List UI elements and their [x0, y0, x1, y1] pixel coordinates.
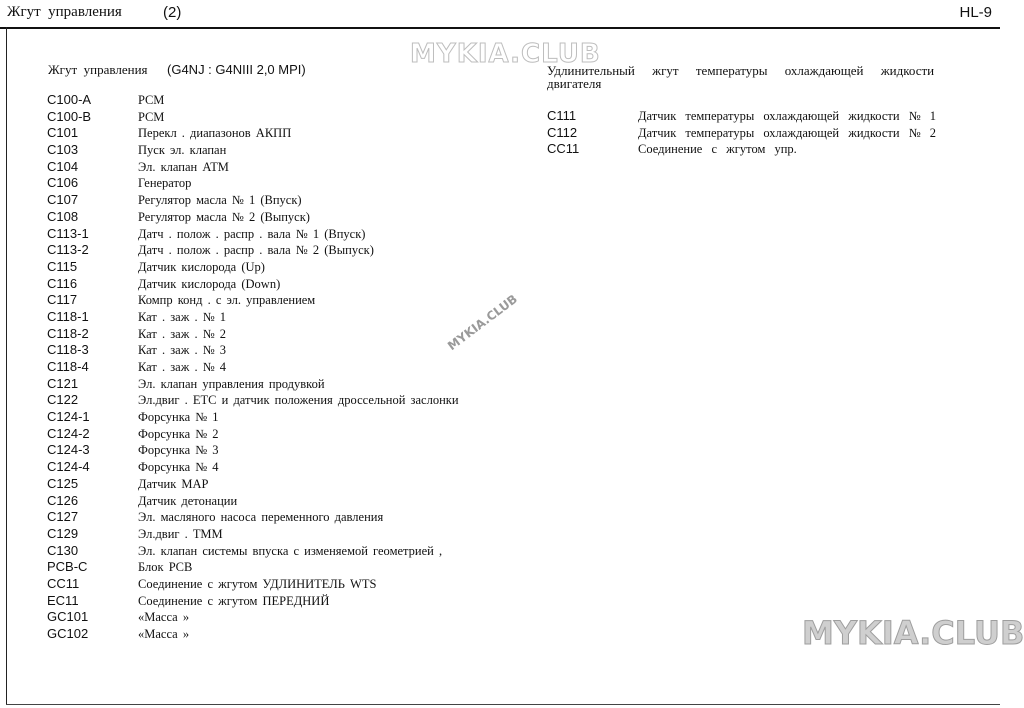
connector-row — [47, 526, 527, 543]
connector-description: Регулятор масла № 2 (Выпуск) — [138, 209, 310, 224]
connector-row — [47, 209, 527, 226]
connector-description: Перекл . диапазонов АКПП — [138, 126, 292, 141]
header-section-number: (2) — [163, 4, 182, 21]
connector-row — [47, 426, 527, 443]
connector-row — [47, 493, 527, 510]
page-header — [0, 0, 1000, 29]
connector-description: Эл. клапан управления продувкой — [138, 376, 325, 391]
connector-description: Форсунка № 4 — [138, 460, 219, 475]
connector-description: Эл. клапан АТМ — [138, 159, 229, 174]
left-section-title — [48, 62, 306, 78]
connector-code: C124-3 — [47, 442, 90, 458]
connector-code: C111 — [547, 108, 577, 123]
connector-description: Соединение с жгутом ПЕРЕДНИЙ — [138, 593, 330, 608]
connector-code: C126 — [47, 492, 79, 508]
connector-code: GC102 — [47, 626, 89, 641]
connector-row — [47, 309, 527, 326]
connector-code: EC11 — [47, 592, 79, 608]
connector-code: C112 — [547, 124, 578, 140]
connector-code: C124-2 — [47, 425, 90, 441]
left-title-text: Жгут управления — [48, 62, 148, 77]
connector-description: Датчик кислорода (Up) — [138, 259, 265, 274]
connector-row — [47, 242, 527, 259]
connector-row — [47, 259, 527, 276]
connector-code: C103 — [47, 142, 79, 158]
connector-row — [47, 626, 527, 643]
connector-description: Генератор — [138, 176, 192, 191]
connector-description: Соединение с жгутом упр. — [638, 142, 797, 157]
connector-code: CC11 — [547, 141, 580, 157]
connector-row — [47, 593, 527, 610]
connector-row — [47, 159, 527, 176]
connector-code: C122 — [47, 392, 79, 408]
connector-code: C106 — [47, 175, 79, 191]
connector-description: Датч . полож . распр . вала № 2 (Выпуск) — [138, 243, 374, 258]
connector-code: C107 — [47, 192, 79, 208]
connector-row — [47, 175, 527, 192]
connector-row — [547, 125, 987, 142]
connector-row — [47, 376, 527, 393]
connector-description: Кат . заж . № 4 — [138, 360, 227, 374]
engine-subtitle: (G4NJ : G4NIII 2,0 MPI) — [167, 62, 306, 77]
connector-row — [47, 392, 527, 409]
connector-code: PCB-C — [47, 559, 88, 575]
connector-code: C113-2 — [47, 242, 89, 258]
connector-description: Соединение с жгутом УДЛИНИТЕЛЬ WTS — [138, 576, 377, 591]
connector-row — [47, 359, 527, 376]
connector-row — [47, 276, 527, 293]
watermark-top: MYKIA.CLUB — [410, 39, 601, 69]
connector-code: C108 — [47, 208, 79, 224]
connector-row — [547, 108, 987, 125]
connector-code: C100-B — [47, 108, 92, 124]
connector-code: GC101 — [47, 609, 89, 625]
connector-description: Датчик кислорода (Down) — [138, 276, 281, 291]
connector-description: Эл.двиг . ТММ — [138, 526, 223, 541]
connector-code: C125 — [47, 475, 79, 491]
connector-code: C121 — [47, 375, 79, 391]
connector-code: C116 — [47, 275, 78, 291]
connector-row — [47, 442, 527, 459]
connector-row — [47, 576, 527, 593]
connector-description: Компр конд . с эл. управлением — [138, 293, 316, 308]
connector-description: Эл. масляного насоса переменного давления — [138, 510, 384, 525]
connector-code: C104 — [47, 158, 79, 174]
connector-description: Датчик MAP — [138, 476, 209, 491]
connector-description: Регулятор масла № 1 (Впуск) — [138, 193, 302, 208]
connector-code: C129 — [47, 525, 79, 541]
connector-row — [47, 459, 527, 476]
connector-description: Эл.двиг . ETC и датчик положения дроссельной заслонки — [138, 393, 459, 408]
connector-description: PCM — [138, 109, 165, 124]
connector-code: C100-A — [47, 92, 92, 107]
connector-row — [47, 509, 527, 526]
connector-code: CC11 — [47, 575, 80, 591]
connector-description: Форсунка № 2 — [138, 426, 219, 441]
connector-description: PCM — [138, 93, 165, 107]
connector-description: Форсунка № 3 — [138, 443, 219, 458]
connector-description: Кат . заж . № 1 — [138, 309, 227, 324]
connector-row — [47, 476, 527, 493]
connector-code: C117 — [47, 292, 78, 308]
connector-row — [47, 192, 527, 209]
connector-row — [47, 609, 527, 626]
connector-code: C101 — [47, 125, 79, 141]
connector-description: Эл. клапан системы впуска с изменяемой геометрией , — [138, 543, 443, 558]
frame-left-border — [6, 27, 7, 705]
watermark-bottom: MYKIA.CLUB — [802, 614, 1024, 652]
header-page-code: HL-9 — [959, 4, 992, 21]
connector-row — [47, 292, 527, 309]
connector-description: «Масса » — [138, 627, 190, 641]
connector-row — [47, 543, 527, 560]
connector-row — [47, 409, 527, 426]
connector-row — [547, 141, 987, 158]
connector-description: Кат . заж . № 2 — [138, 326, 227, 341]
connector-list-left — [47, 92, 527, 643]
connector-row — [47, 226, 527, 243]
connector-code: C124-1 — [47, 409, 90, 425]
connector-description: Датчик температуры охлаждающей жидкости № 1 — [638, 109, 936, 123]
frame-bottom-border — [6, 704, 1000, 705]
connector-list-right — [547, 108, 987, 158]
connector-description: Датчик детонации — [138, 493, 238, 508]
connector-code: C118-4 — [47, 359, 89, 374]
connector-description: «Масса » — [138, 610, 190, 625]
connector-code: C118-1 — [47, 308, 89, 324]
connector-code: C127 — [47, 509, 79, 525]
connector-code: C130 — [47, 542, 79, 558]
connector-code: C118-2 — [47, 325, 89, 341]
connector-code: C113-1 — [47, 225, 89, 241]
connector-row — [47, 559, 527, 576]
connector-description: Датчик температуры охлаждающей жидкости № 2 — [638, 125, 936, 140]
connector-row — [47, 92, 527, 109]
watermark-diagonal: MYKIA.CLUB — [445, 291, 521, 354]
connector-description: Кат . заж . № 3 — [138, 343, 227, 358]
connector-row — [47, 109, 527, 126]
right-section-title: Удлинительный жгут температуры охлаждающей жидкости двигателя — [547, 63, 935, 91]
connector-description: Блок PCB — [138, 560, 193, 575]
connector-code: C115 — [47, 258, 78, 274]
connector-code: C124-4 — [47, 459, 90, 475]
connector-description: Форсунка № 1 — [138, 410, 219, 425]
header-title: Жгут управления — [7, 4, 122, 20]
connector-row — [47, 142, 527, 159]
connector-description: Пуск эл. клапан — [138, 143, 227, 158]
connector-row — [47, 125, 527, 142]
connector-description: Датч . полож . распр . вала № 1 (Впуск) — [138, 226, 366, 241]
connector-code: C118-3 — [47, 342, 89, 358]
